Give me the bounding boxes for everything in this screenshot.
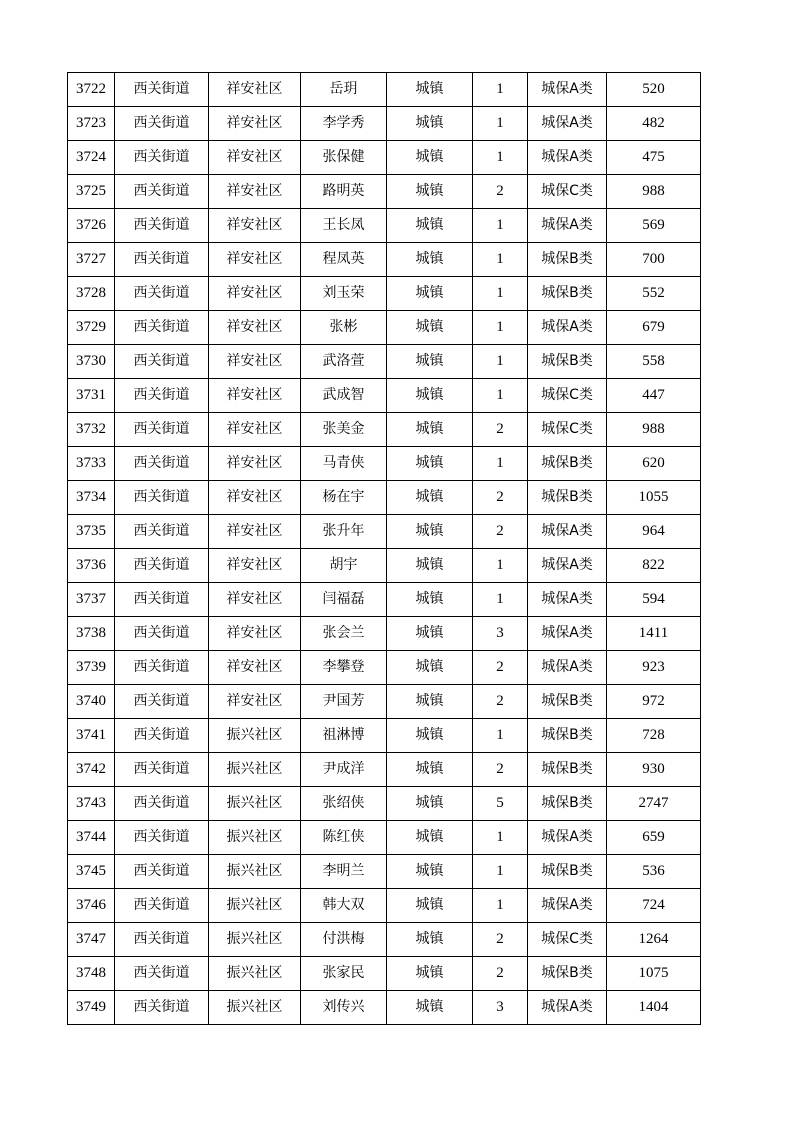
row-number-cell: 3724 — [68, 141, 115, 175]
row-number-cell: 3745 — [68, 855, 115, 889]
community-cell: 振兴社区 — [209, 821, 301, 855]
category-cell: 城保A类 — [528, 889, 607, 923]
person-count-cell: 1 — [473, 311, 528, 345]
household-type-cell: 城镇 — [387, 515, 473, 549]
household-type-cell: 城镇 — [387, 753, 473, 787]
row-number-cell: 3726 — [68, 209, 115, 243]
name-cell: 张彬 — [301, 311, 387, 345]
row-number-cell: 3725 — [68, 175, 115, 209]
amount-cell: 552 — [607, 277, 701, 311]
row-number-cell: 3723 — [68, 107, 115, 141]
amount-cell: 724 — [607, 889, 701, 923]
category-cell: 城保B类 — [528, 277, 607, 311]
subdistrict-cell: 西关街道 — [115, 719, 209, 753]
row-number-cell: 3749 — [68, 991, 115, 1025]
category-cell: 城保A类 — [528, 73, 607, 107]
community-cell: 祥安社区 — [209, 583, 301, 617]
community-cell: 振兴社区 — [209, 787, 301, 821]
household-type-cell: 城镇 — [387, 243, 473, 277]
community-cell: 祥安社区 — [209, 107, 301, 141]
name-cell: 闫福磊 — [301, 583, 387, 617]
row-number-cell: 3734 — [68, 481, 115, 515]
person-count-cell: 2 — [473, 753, 528, 787]
community-cell: 祥安社区 — [209, 617, 301, 651]
table-row — [68, 311, 701, 345]
community-cell: 振兴社区 — [209, 991, 301, 1025]
table-row — [68, 957, 701, 991]
row-number-cell: 3740 — [68, 685, 115, 719]
household-type-cell: 城镇 — [387, 821, 473, 855]
subdistrict-cell: 西关街道 — [115, 73, 209, 107]
table-row — [68, 753, 701, 787]
amount-cell: 988 — [607, 175, 701, 209]
person-count-cell: 1 — [473, 345, 528, 379]
amount-cell: 558 — [607, 345, 701, 379]
name-cell: 韩大双 — [301, 889, 387, 923]
community-cell: 振兴社区 — [209, 753, 301, 787]
table-body — [68, 73, 701, 1025]
amount-cell: 594 — [607, 583, 701, 617]
amount-cell: 536 — [607, 855, 701, 889]
subdistrict-cell: 西关街道 — [115, 175, 209, 209]
subdistrict-cell: 西关街道 — [115, 481, 209, 515]
table-row — [68, 243, 701, 277]
row-number-cell: 3736 — [68, 549, 115, 583]
table-row — [68, 787, 701, 821]
household-type-cell: 城镇 — [387, 447, 473, 481]
subdistrict-cell: 西关街道 — [115, 855, 209, 889]
subdistrict-cell: 西关街道 — [115, 685, 209, 719]
table-row — [68, 685, 701, 719]
name-cell: 张保健 — [301, 141, 387, 175]
subdistrict-cell: 西关街道 — [115, 923, 209, 957]
table-row — [68, 719, 701, 753]
subdistrict-cell: 西关街道 — [115, 413, 209, 447]
table-row — [68, 209, 701, 243]
person-count-cell: 1 — [473, 549, 528, 583]
person-count-cell: 1 — [473, 821, 528, 855]
category-cell: 城保B类 — [528, 243, 607, 277]
amount-cell: 520 — [607, 73, 701, 107]
category-cell: 城保B类 — [528, 787, 607, 821]
household-type-cell: 城镇 — [387, 277, 473, 311]
name-cell: 李攀登 — [301, 651, 387, 685]
person-count-cell: 2 — [473, 413, 528, 447]
table-row — [68, 923, 701, 957]
person-count-cell: 1 — [473, 141, 528, 175]
name-cell: 李学秀 — [301, 107, 387, 141]
category-cell: 城保B类 — [528, 447, 607, 481]
person-count-cell: 1 — [473, 719, 528, 753]
community-cell: 振兴社区 — [209, 855, 301, 889]
row-number-cell: 3748 — [68, 957, 115, 991]
records-table — [67, 72, 701, 1025]
name-cell: 张家民 — [301, 957, 387, 991]
row-number-cell: 3722 — [68, 73, 115, 107]
person-count-cell: 2 — [473, 923, 528, 957]
community-cell: 祥安社区 — [209, 379, 301, 413]
name-cell: 胡宇 — [301, 549, 387, 583]
name-cell: 刘玉荣 — [301, 277, 387, 311]
household-type-cell: 城镇 — [387, 175, 473, 209]
subdistrict-cell: 西关街道 — [115, 549, 209, 583]
row-number-cell: 3747 — [68, 923, 115, 957]
community-cell: 振兴社区 — [209, 719, 301, 753]
subdistrict-cell: 西关街道 — [115, 991, 209, 1025]
subdistrict-cell: 西关街道 — [115, 515, 209, 549]
community-cell: 祥安社区 — [209, 141, 301, 175]
category-cell: 城保A类 — [528, 549, 607, 583]
name-cell: 李明兰 — [301, 855, 387, 889]
amount-cell: 972 — [607, 685, 701, 719]
household-type-cell: 城镇 — [387, 549, 473, 583]
household-type-cell: 城镇 — [387, 651, 473, 685]
household-type-cell: 城镇 — [387, 583, 473, 617]
amount-cell: 1264 — [607, 923, 701, 957]
amount-cell: 659 — [607, 821, 701, 855]
table-row — [68, 447, 701, 481]
household-type-cell: 城镇 — [387, 481, 473, 515]
category-cell: 城保A类 — [528, 311, 607, 345]
row-number-cell: 3735 — [68, 515, 115, 549]
community-cell: 振兴社区 — [209, 889, 301, 923]
person-count-cell: 2 — [473, 957, 528, 991]
table-row — [68, 583, 701, 617]
person-count-cell: 3 — [473, 991, 528, 1025]
table-row — [68, 107, 701, 141]
household-type-cell: 城镇 — [387, 379, 473, 413]
household-type-cell: 城镇 — [387, 413, 473, 447]
subdistrict-cell: 西关街道 — [115, 821, 209, 855]
table-row — [68, 73, 701, 107]
person-count-cell: 2 — [473, 515, 528, 549]
amount-cell: 822 — [607, 549, 701, 583]
table-row — [68, 991, 701, 1025]
household-type-cell: 城镇 — [387, 719, 473, 753]
row-number-cell: 3743 — [68, 787, 115, 821]
row-number-cell: 3730 — [68, 345, 115, 379]
name-cell: 尹国芳 — [301, 685, 387, 719]
amount-cell: 482 — [607, 107, 701, 141]
household-type-cell: 城镇 — [387, 889, 473, 923]
community-cell: 祥安社区 — [209, 481, 301, 515]
subdistrict-cell: 西关街道 — [115, 651, 209, 685]
name-cell: 陈红侠 — [301, 821, 387, 855]
name-cell: 王长凤 — [301, 209, 387, 243]
subdistrict-cell: 西关街道 — [115, 447, 209, 481]
person-count-cell: 2 — [473, 685, 528, 719]
household-type-cell: 城镇 — [387, 787, 473, 821]
community-cell: 祥安社区 — [209, 73, 301, 107]
table-row — [68, 651, 701, 685]
subdistrict-cell: 西关街道 — [115, 889, 209, 923]
table-row — [68, 515, 701, 549]
amount-cell: 1411 — [607, 617, 701, 651]
row-number-cell: 3746 — [68, 889, 115, 923]
person-count-cell: 1 — [473, 277, 528, 311]
table-row — [68, 175, 701, 209]
amount-cell: 728 — [607, 719, 701, 753]
table-row — [68, 821, 701, 855]
person-count-cell: 1 — [473, 583, 528, 617]
category-cell: 城保B类 — [528, 345, 607, 379]
name-cell: 岳玥 — [301, 73, 387, 107]
amount-cell: 1404 — [607, 991, 701, 1025]
subdistrict-cell: 西关街道 — [115, 753, 209, 787]
row-number-cell: 3741 — [68, 719, 115, 753]
row-number-cell: 3739 — [68, 651, 115, 685]
household-type-cell: 城镇 — [387, 685, 473, 719]
community-cell: 祥安社区 — [209, 345, 301, 379]
person-count-cell: 1 — [473, 447, 528, 481]
community-cell: 祥安社区 — [209, 277, 301, 311]
person-count-cell: 1 — [473, 243, 528, 277]
category-cell: 城保C类 — [528, 175, 607, 209]
person-count-cell: 1 — [473, 855, 528, 889]
person-count-cell: 2 — [473, 651, 528, 685]
name-cell: 张升年 — [301, 515, 387, 549]
subdistrict-cell: 西关街道 — [115, 107, 209, 141]
amount-cell: 1075 — [607, 957, 701, 991]
subdistrict-cell: 西关街道 — [115, 345, 209, 379]
amount-cell: 964 — [607, 515, 701, 549]
amount-cell: 988 — [607, 413, 701, 447]
table-row — [68, 549, 701, 583]
name-cell: 杨在宇 — [301, 481, 387, 515]
table-row — [68, 379, 701, 413]
category-cell: 城保A类 — [528, 991, 607, 1025]
subdistrict-cell: 西关街道 — [115, 379, 209, 413]
category-cell: 城保B类 — [528, 753, 607, 787]
name-cell: 尹成洋 — [301, 753, 387, 787]
household-type-cell: 城镇 — [387, 957, 473, 991]
category-cell: 城保A类 — [528, 141, 607, 175]
household-type-cell: 城镇 — [387, 107, 473, 141]
person-count-cell: 1 — [473, 73, 528, 107]
community-cell: 祥安社区 — [209, 243, 301, 277]
amount-cell: 620 — [607, 447, 701, 481]
community-cell: 祥安社区 — [209, 447, 301, 481]
amount-cell: 923 — [607, 651, 701, 685]
household-type-cell: 城镇 — [387, 209, 473, 243]
row-number-cell: 3737 — [68, 583, 115, 617]
community-cell: 祥安社区 — [209, 651, 301, 685]
category-cell: 城保A类 — [528, 515, 607, 549]
row-number-cell: 3744 — [68, 821, 115, 855]
community-cell: 振兴社区 — [209, 923, 301, 957]
category-cell: 城保B类 — [528, 481, 607, 515]
category-cell: 城保C类 — [528, 923, 607, 957]
household-type-cell: 城镇 — [387, 73, 473, 107]
community-cell: 祥安社区 — [209, 515, 301, 549]
row-number-cell: 3727 — [68, 243, 115, 277]
category-cell: 城保B类 — [528, 855, 607, 889]
person-count-cell: 2 — [473, 175, 528, 209]
row-number-cell: 3731 — [68, 379, 115, 413]
category-cell: 城保B类 — [528, 719, 607, 753]
category-cell: 城保C类 — [528, 379, 607, 413]
table-row — [68, 889, 701, 923]
person-count-cell: 1 — [473, 209, 528, 243]
subdistrict-cell: 西关街道 — [115, 141, 209, 175]
subdistrict-cell: 西关街道 — [115, 209, 209, 243]
category-cell: 城保B类 — [528, 957, 607, 991]
table-row — [68, 481, 701, 515]
amount-cell: 475 — [607, 141, 701, 175]
community-cell: 祥安社区 — [209, 413, 301, 447]
name-cell: 路明英 — [301, 175, 387, 209]
subdistrict-cell: 西关街道 — [115, 957, 209, 991]
subdistrict-cell: 西关街道 — [115, 583, 209, 617]
amount-cell: 930 — [607, 753, 701, 787]
name-cell: 祖淋博 — [301, 719, 387, 753]
table-row — [68, 617, 701, 651]
name-cell: 刘传兴 — [301, 991, 387, 1025]
category-cell: 城保A类 — [528, 617, 607, 651]
community-cell: 祥安社区 — [209, 549, 301, 583]
household-type-cell: 城镇 — [387, 617, 473, 651]
subdistrict-cell: 西关街道 — [115, 787, 209, 821]
name-cell: 张绍侠 — [301, 787, 387, 821]
subdistrict-cell: 西关街道 — [115, 277, 209, 311]
subdistrict-cell: 西关街道 — [115, 243, 209, 277]
amount-cell: 447 — [607, 379, 701, 413]
person-count-cell: 1 — [473, 379, 528, 413]
community-cell: 振兴社区 — [209, 957, 301, 991]
name-cell: 张美金 — [301, 413, 387, 447]
subdistrict-cell: 西关街道 — [115, 617, 209, 651]
row-number-cell: 3732 — [68, 413, 115, 447]
name-cell: 马青侠 — [301, 447, 387, 481]
community-cell: 祥安社区 — [209, 685, 301, 719]
amount-cell: 700 — [607, 243, 701, 277]
category-cell: 城保A类 — [528, 209, 607, 243]
row-number-cell: 3733 — [68, 447, 115, 481]
row-number-cell: 3742 — [68, 753, 115, 787]
name-cell: 武成智 — [301, 379, 387, 413]
category-cell: 城保A类 — [528, 583, 607, 617]
amount-cell: 679 — [607, 311, 701, 345]
person-count-cell: 5 — [473, 787, 528, 821]
table-row — [68, 277, 701, 311]
amount-cell: 2747 — [607, 787, 701, 821]
community-cell: 祥安社区 — [209, 311, 301, 345]
category-cell: 城保A类 — [528, 821, 607, 855]
amount-cell: 569 — [607, 209, 701, 243]
category-cell: 城保B类 — [528, 685, 607, 719]
name-cell: 武洛萱 — [301, 345, 387, 379]
table-row — [68, 413, 701, 447]
category-cell: 城保C类 — [528, 413, 607, 447]
household-type-cell: 城镇 — [387, 991, 473, 1025]
category-cell: 城保A类 — [528, 107, 607, 141]
community-cell: 祥安社区 — [209, 175, 301, 209]
row-number-cell: 3738 — [68, 617, 115, 651]
household-type-cell: 城镇 — [387, 345, 473, 379]
person-count-cell: 1 — [473, 889, 528, 923]
category-cell: 城保A类 — [528, 651, 607, 685]
household-type-cell: 城镇 — [387, 311, 473, 345]
table-row — [68, 141, 701, 175]
row-number-cell: 3729 — [68, 311, 115, 345]
name-cell: 张会兰 — [301, 617, 387, 651]
household-type-cell: 城镇 — [387, 141, 473, 175]
person-count-cell: 3 — [473, 617, 528, 651]
person-count-cell: 2 — [473, 481, 528, 515]
household-type-cell: 城镇 — [387, 855, 473, 889]
row-number-cell: 3728 — [68, 277, 115, 311]
household-type-cell: 城镇 — [387, 923, 473, 957]
community-cell: 祥安社区 — [209, 209, 301, 243]
amount-cell: 1055 — [607, 481, 701, 515]
name-cell: 程凤英 — [301, 243, 387, 277]
name-cell: 付洪梅 — [301, 923, 387, 957]
subdistrict-cell: 西关街道 — [115, 311, 209, 345]
table-row — [68, 855, 701, 889]
table-row — [68, 345, 701, 379]
person-count-cell: 1 — [473, 107, 528, 141]
